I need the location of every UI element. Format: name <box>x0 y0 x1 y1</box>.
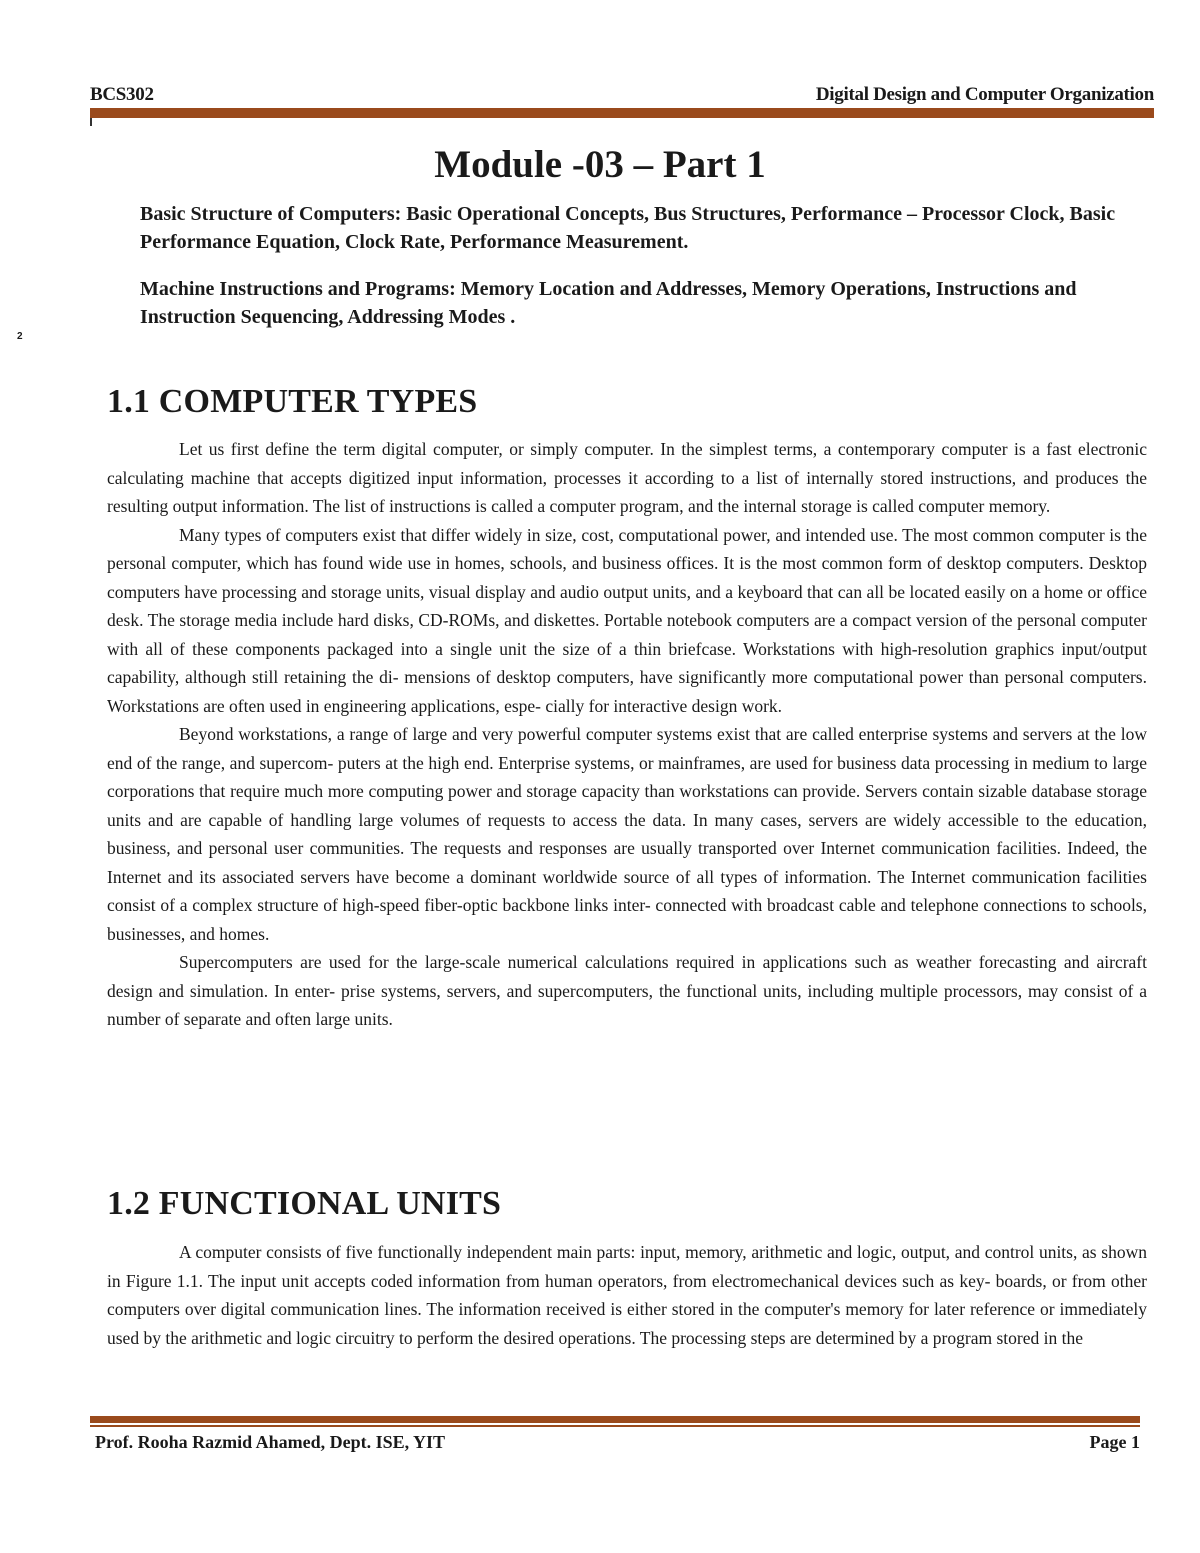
footer-rule <box>90 1416 1140 1423</box>
page-header <box>90 80 1154 110</box>
course-code: BCS302 <box>90 84 154 105</box>
footer-author: Prof. Rooha Razmid Ahamed, Dept. ISE, YIT <box>95 1432 446 1452</box>
section-heading-functional-units: 1.2 FUNCTIONAL UNITS <box>107 1185 502 1222</box>
section-body-functional-units <box>107 1238 1147 1380</box>
footer-rule-thin <box>90 1425 1140 1427</box>
section-heading-computer-types: 1.1 COMPUTER TYPES <box>107 383 478 420</box>
page-footer <box>95 1432 1140 1456</box>
section-body-computer-types <box>107 435 1147 1034</box>
module-title: Module -03 – Part 1 <box>434 143 766 186</box>
paragraph: Beyond workstations, a range of large and very powerful computer systems exist that are called enterprise systems and servers at the low end of the range, and supercom- puters at the high end. Enterprise systems, or mainframes, are used for business data processing in medium to large corporations that require much more computing power and storage capacity than workstations can provide. Servers contain sizable database storage units and are capable of handling large volumes of requests to access the data. In many cases, servers are widely accessible to the education, business, and personal user communities. The requests and responses are usually transported over Internet communication facilities. Indeed, the Internet and its associated servers have become a dominant worldwide source of all types of information. The Internet communication facilities consist of a complex structure of high-speed fiber-optic backbone links inter- connected with broadcast cable and telephone connections to schools, businesses, and homes. <box>107 724 1147 944</box>
page-number: Page 1 <box>1089 1432 1140 1452</box>
subject-title: Digital Design and Computer Organization <box>815 84 1154 105</box>
topic-machine-instructions: Machine Instructions and Programs: Memory Location and Addresses, Memory Operations, Instructions and Instruction Sequencing, Addressing Modes . <box>140 278 1077 328</box>
topic-basic-structure: Basic Structure of Computers: Basic Operational Concepts, Bus Structures, Performance – Processor Clock, Basic Performance Equation, Clock Rate, Performance Measurement. <box>140 203 1116 253</box>
paragraph: Many types of computers exist that differ widely in size, cost, computational power, and intended use. The most common computer is the personal computer, which has found wide use in homes, schools, and business offices. It is the most common form of desktop computers. Desktop computers have processing and storage units, visual display and audio output units, and a keyboard that can all be located easily on a home or office desk. The storage media include hard disks, CD-ROMs, and diskettes. Portable notebook computers are a compact version of the personal computer with all of these components packaged into a single unit the size of a thin briefcase. Workstations with high-resolution graphics input/output capability, although still retaining the di- mensions of desktop computers, have significantly more computational power than personal computers. Workstations are often used in engineering applications, espe- cially for interactive design work. <box>107 524 1147 716</box>
paragraph: Supercomputers are used for the large-scale numerical calculations required in applications such as weather forecasting and aircraft design and simulation. In enter- prise systems, servers, and supercomputers, the functional units, including multiple processors, may consist of a number of separate and often large units. <box>107 952 1147 1029</box>
paragraph: Let us first define the term digital computer, or simply computer. In the simplest terms, a contemporary computer is a fast electronic calculating machine that accepts digitized input information, processes it according to a list of internally stored instructions, and produces the resulting output information. The list of instructions is called a computer program, and the internal storage is called computer memory. <box>107 439 1147 516</box>
paragraph: A computer consists of five functionally independent main parts: input, memory, arithmetic and logic, output, and control units, as shown in Figure 1.1. The input unit accepts coded information from human operators, from electromechanical devices such as key- boards, or from other computers over digital communication lines. The information received is either stored in the computer's memory for later reference or immediately used by the arithmetic and logic circuitry to perform the desired operations. The processing steps are determined by a program stored in the <box>107 1242 1147 1348</box>
margin-number: 2 <box>17 331 23 342</box>
header-tick <box>90 118 92 126</box>
header-rule <box>90 108 1154 118</box>
